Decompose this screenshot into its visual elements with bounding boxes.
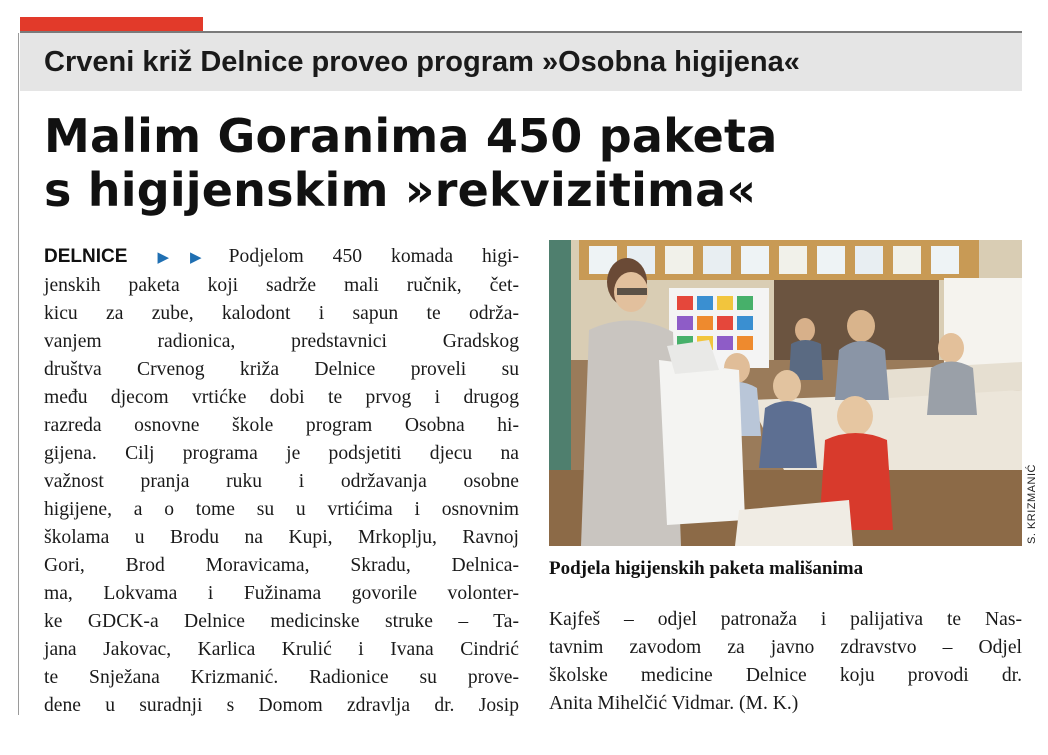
body-line: vanjem radionica, predstavnici Gradskog <box>44 331 519 352</box>
headline-line: Malim Goranima 450 paketa <box>44 109 778 163</box>
body-line: Podjelom 450 komada higi- <box>228 246 519 267</box>
body-column-right <box>549 606 1022 718</box>
body-line: među djecom vrtićke dobi te prvog i drugog <box>44 387 519 408</box>
body-line: Gori, Brod Moravicama, Skradu, Delnica- <box>44 555 519 576</box>
classroom-photo-illustration <box>549 240 1022 546</box>
body-line: školama u Brodu na Kupi, Mrkoplju, Ravnoj <box>44 527 519 548</box>
dateline-arrow-icon: ▶▶ <box>133 250 223 266</box>
body-line: važnost pranja ruku i održavanja osobne <box>44 471 519 492</box>
body-line-last: Anita Mihelčić Vidmar. (M. K.) <box>549 693 799 714</box>
headline-line: s higijenskim »rekvizitima« <box>44 163 757 217</box>
body-line: dene u suradnji s Domom zdravlja dr. Josip <box>44 695 519 716</box>
body-line: razreda osnovne škole program Osobna hi- <box>44 415 519 436</box>
body-line: društva Crvenog križa Delnice proveli su <box>44 359 519 380</box>
body-line: školske medicine Delnice koju provodi dr. <box>549 665 1022 686</box>
body-line: kicu za zube, kalodont i sapun te održa- <box>44 303 519 324</box>
body-first-line <box>44 243 519 272</box>
section-accent-bar <box>20 17 203 31</box>
photo-caption: Podjela higijenskih paketa mališanima <box>549 558 864 579</box>
body-column-left <box>44 243 519 720</box>
body-line: ke GDCK-a Delnice medicinske struke – Ta- <box>44 611 519 632</box>
body-line: te Snježana Krizmanić. Radionice su prove- <box>44 667 519 688</box>
dateline: DELNICE <box>44 246 128 267</box>
body-line: Kajfeš – odjel patronaža i palijativa te Nas- <box>549 609 1022 630</box>
body-line: gijena. Cilj programa je podsjetiti djecu na <box>44 443 519 464</box>
body-line: ma, Lokvama i Fužinama govorile volonter- <box>44 583 519 604</box>
body-line: jenskih paketa koji sadrže mali ručnik, čet- <box>44 275 519 296</box>
body-line: tavnim zavodom za javno zdravstvo – Odjel <box>549 637 1022 658</box>
article-headline <box>44 109 1014 217</box>
classroom-photo <box>549 240 1022 546</box>
body-line: jana Jakovac, Karlica Krulić i Ivana Cindrić <box>44 639 519 660</box>
photo-credit: S. KRIZMANIĆ <box>1026 464 1038 544</box>
body-line: higijene, a o tome su u vrtićima i osnovnim <box>44 499 519 520</box>
article-kicker: Crveni križ Delnice proveo program »Osobna higijena« <box>44 46 800 78</box>
left-column-rule <box>18 33 19 715</box>
